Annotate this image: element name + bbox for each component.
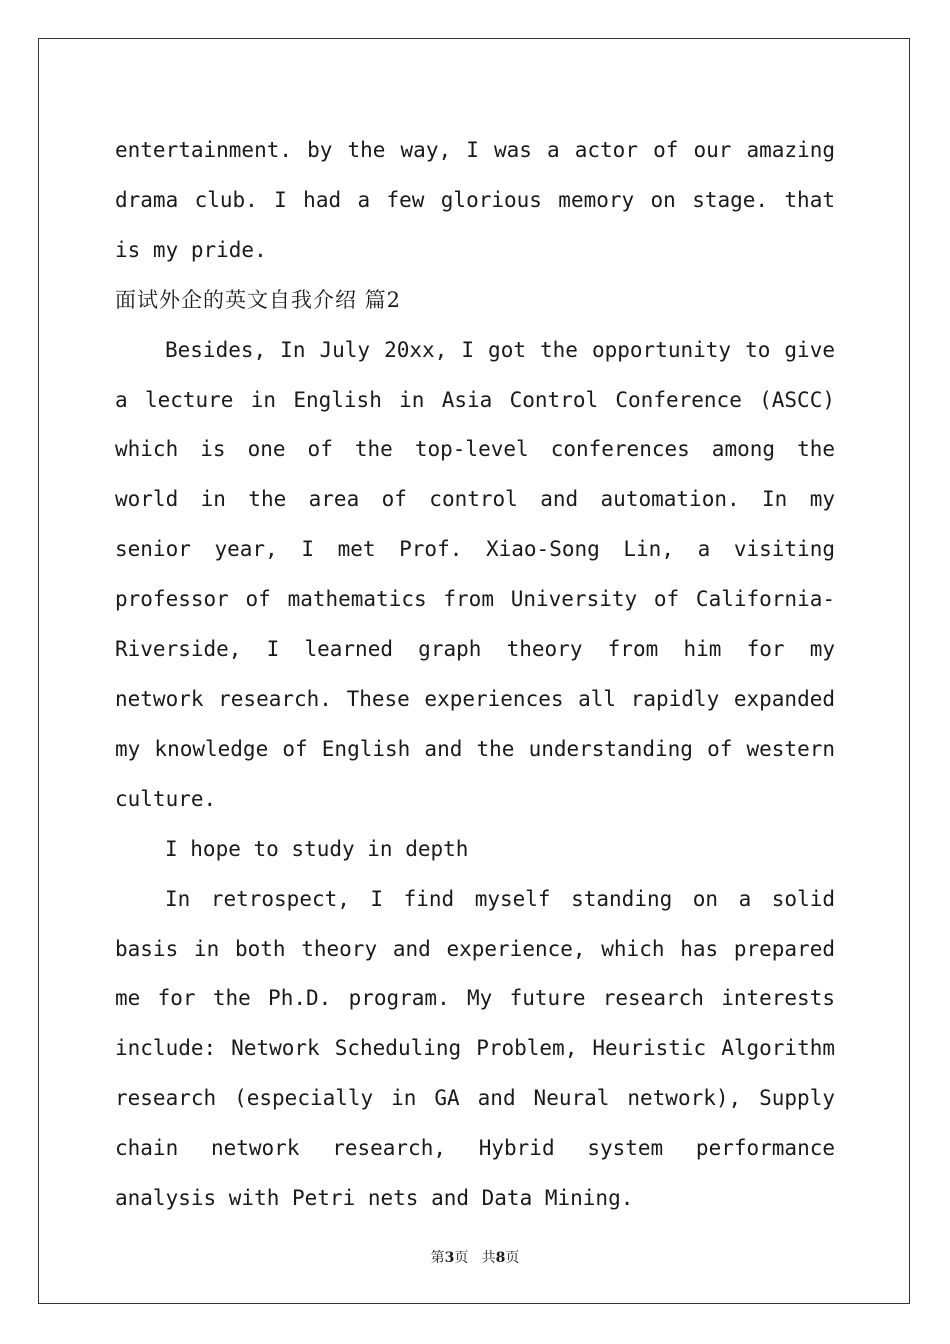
page-current: 3 xyxy=(444,1250,455,1266)
page-total: 8 xyxy=(495,1250,506,1266)
paragraph-experience: Besides, In July 20xx, I got the opportunity to give a lecture in English in Asia Control Conference (ASCC) which is one of the top-level conferences among the world in the area of control and automation. In my senior year, I met Prof. Xiao-Song Lin, a visiting professor of mathematics from University of California-Riverside, I learned graph theory from him for my network research. These experiences all rapidly expanded my knowledge of English and the understanding of western culture. xyxy=(115,337,835,811)
paragraph-continuation: entertainment. by the way, I was a actor of our amazing drama club. I had a few glorious memory on stage. that is my pride. xyxy=(115,138,835,262)
paragraph-study-intent: I hope to study in depth xyxy=(165,836,469,861)
page-footer xyxy=(0,1247,950,1267)
page-prefix: 第 xyxy=(430,1250,445,1266)
paragraph-research-interests: In retrospect, I find myself standing on a solid basis in both theory and experience, which has prepared me for the Ph.D. program. My future research interests include: Network Scheduling Problem, Heuristic Algorithm research (especially in GA and Neural network), Supply chain network research, Hybrid system performance analysis with Petri nets and Data Mining. xyxy=(115,886,835,1211)
page-suffix: 页 xyxy=(454,1250,469,1266)
document-body xyxy=(115,126,835,1224)
total-prefix: 共 xyxy=(481,1250,496,1266)
section-heading: 面试外企的英文自我介绍 篇2 xyxy=(115,287,402,312)
total-suffix: 页 xyxy=(505,1250,520,1266)
